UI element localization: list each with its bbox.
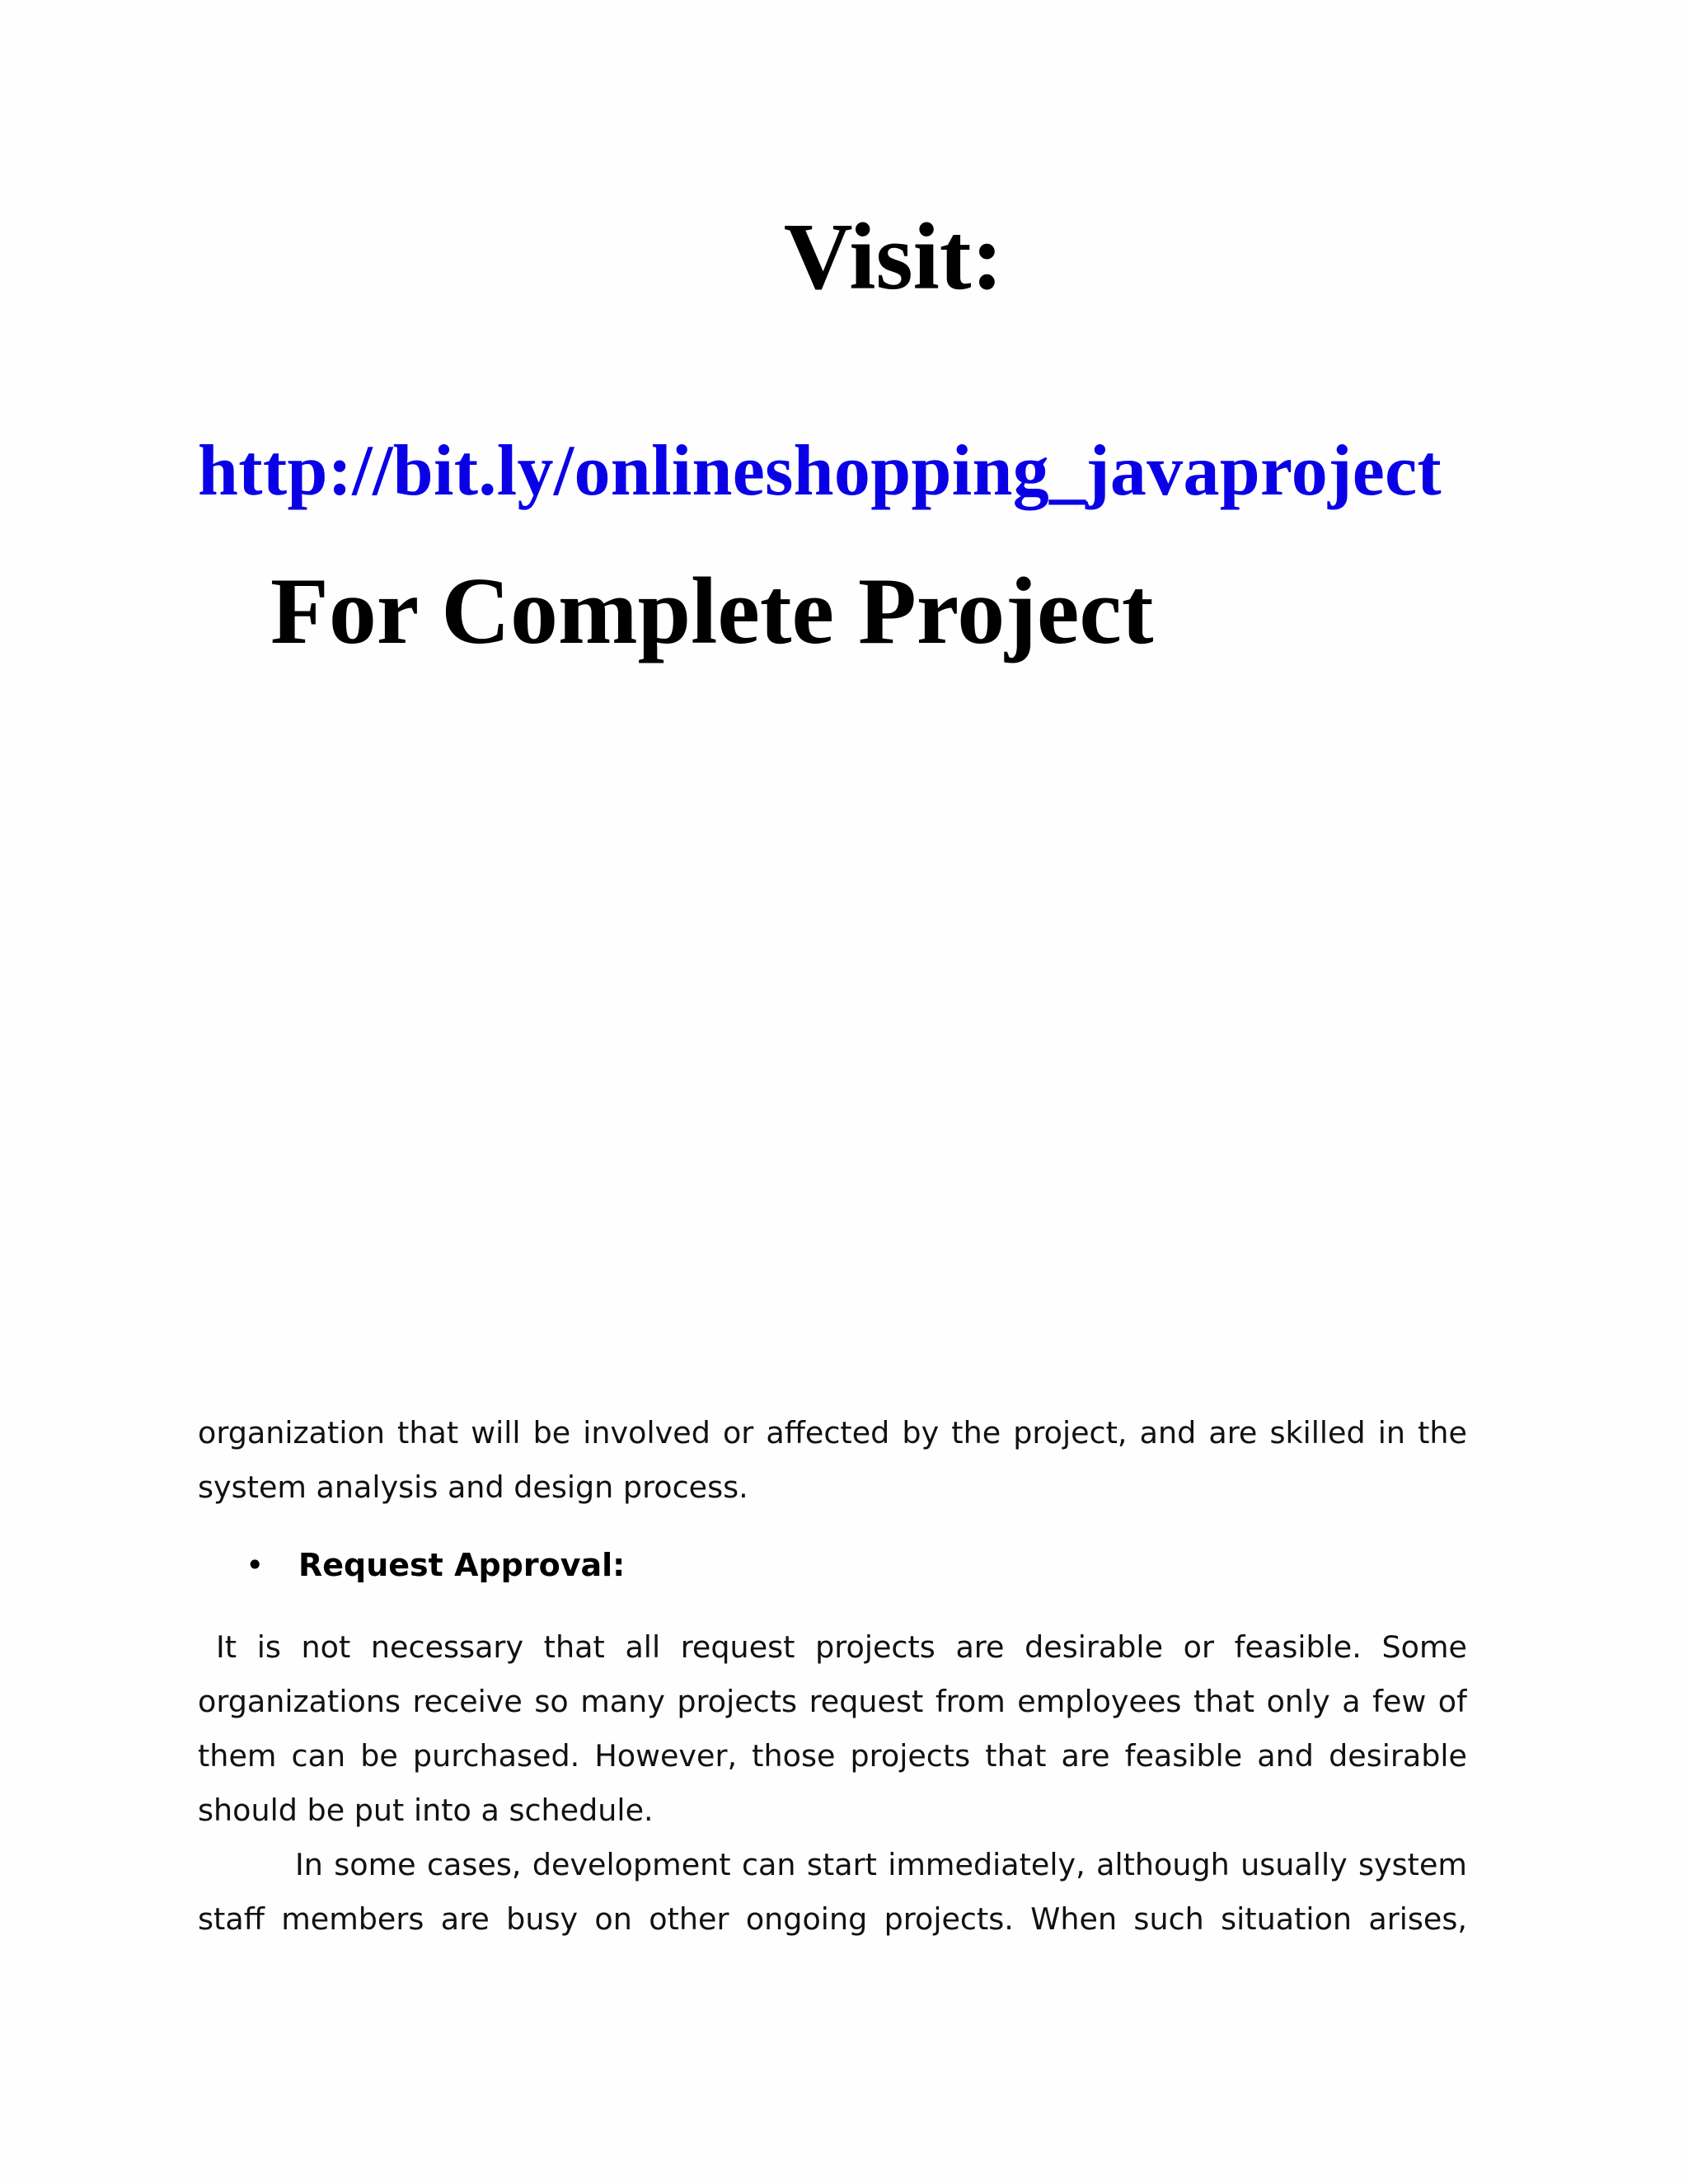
paragraph-line: It is not necessary that all request projects are desirable or feasible. Some xyxy=(216,1629,1467,1665)
paragraph-line: them can be purchased. However, those projects that are feasible and desirable xyxy=(198,1738,1467,1774)
paragraph-line: system analysis and design process. xyxy=(198,1469,748,1505)
paragraph-line: should be put into a schedule. xyxy=(198,1793,654,1828)
paragraph-line: staff members are busy on other ongoing projects. When such situation arises, xyxy=(198,1901,1467,1937)
paragraph-line: organization that will be involved or affected by the project, and are skilled in the xyxy=(198,1415,1467,1451)
bullet-item-request-approval xyxy=(246,1538,625,1592)
banner-visit-heading: Visit: xyxy=(783,204,1004,310)
project-link[interactable]: http://bit.ly/onlineshopping_javaproject xyxy=(198,431,1442,511)
bullet-heading: Request Approval: xyxy=(298,1547,626,1583)
banner-complete-project-heading: For Complete Project xyxy=(270,559,1154,664)
bullet-icon: • xyxy=(246,1547,265,1583)
paragraph-line: organizations receive so many projects request from employees that only a few of xyxy=(198,1684,1467,1719)
paragraph-line: In some cases, development can start immediately, although usually system xyxy=(295,1847,1467,1882)
